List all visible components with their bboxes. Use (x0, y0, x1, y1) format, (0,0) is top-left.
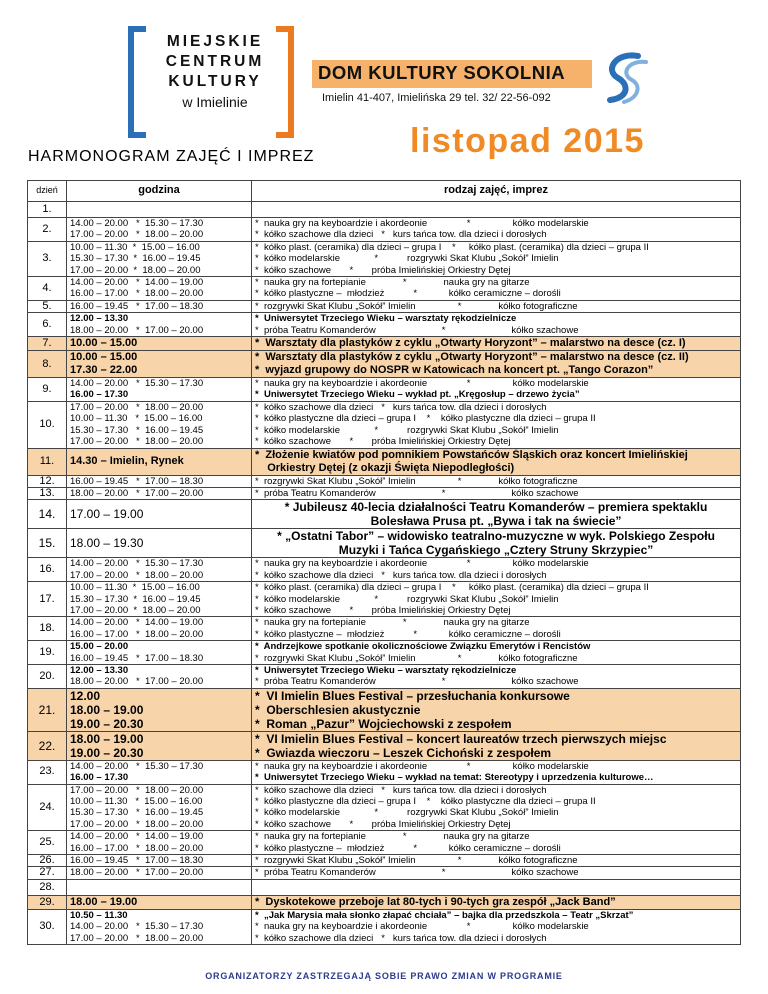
row-day: 22. (28, 731, 67, 760)
institution-name: DOM KULTURY SOKOLNIA (318, 62, 566, 83)
time-line: 14.00 – 20.00 * 15.30 – 17.30 (70, 921, 204, 933)
time-line: 17.00 – 19.00 (70, 507, 144, 522)
row-day: 25. (28, 831, 67, 855)
time-line: 17.30 – 22.00 (70, 364, 138, 377)
table-row (28, 300, 741, 312)
row-day: 23. (28, 760, 67, 784)
table-row (28, 867, 741, 879)
row-day: 17. (28, 582, 67, 617)
mck-logo (128, 26, 294, 126)
schedule-table (27, 180, 741, 945)
header-day: dzień (28, 181, 67, 202)
time-line: 19.00 – 20.30 (70, 716, 144, 731)
description-line: * Uniwersytet Trzeciego Wieku – warsztaty rękodzielnicze (255, 313, 517, 325)
row-time (67, 529, 252, 558)
row-description (252, 378, 741, 402)
row-description (252, 760, 741, 784)
description-line: * kółko modelarskie * rozgrywki Skat Klubu „Sokół” Imielin (255, 593, 559, 605)
description-line: * nauka gry na keyboardzie i akordeonie * kółko modelarskie (255, 760, 589, 772)
description-line: * nauka gry na keyboardzie i akordeonie * kółko modelarskie (255, 921, 589, 933)
time-line: 16.00 – 17.00 * 18.00 – 20.00 (70, 842, 204, 854)
table-row (28, 855, 741, 867)
table-row (28, 617, 741, 641)
description-line: Orkiestry Dętej (z okazji Święta Niepodległości) (255, 461, 515, 474)
table-row (28, 277, 741, 301)
row-day: 15. (28, 529, 67, 558)
time-line: 17.00 – 20.00 * 18.00 – 20.00 (70, 229, 204, 241)
time-line: 16.00 – 17.00 * 18.00 – 20.00 (70, 288, 204, 300)
row-description (252, 582, 741, 617)
time-line: 10.00 – 11.30 * 15.00 – 16.00 (70, 241, 200, 253)
time-line: 18.00 – 19.30 (70, 536, 144, 551)
table-row (28, 784, 741, 831)
time-line: 17.00 – 20.00 * 18.00 – 20.00 (70, 604, 201, 616)
table-row (28, 378, 741, 402)
row-description (252, 202, 741, 218)
description-line: * kółko szachowe dla dzieci * kurs tańca tow. dla dzieci i dorosłych (255, 229, 547, 241)
row-day: 9. (28, 378, 67, 402)
table-row (28, 760, 741, 784)
time-line: 16.00 – 19.45 * 17.00 – 18.30 (70, 652, 204, 664)
row-time (67, 300, 252, 312)
table-row (28, 448, 741, 475)
time-line: 17.00 – 20.00 * 18.00 – 20.00 (70, 818, 204, 830)
sokolnia-logo-icon (598, 48, 654, 106)
description-line: * rozgrywki Skat Klubu „Sokół” Imielin * kółko fotograficzne (255, 300, 578, 312)
header-desc: rodzaj zajęć, imprez (252, 181, 741, 202)
page-title: HARMONOGRAM ZAJĘĆ I IMPREZ (28, 148, 315, 165)
row-description (252, 277, 741, 301)
header-time: godzina (67, 181, 252, 202)
time-line: 17.00 – 20.00 * 18.00 – 20.00 (70, 436, 204, 448)
row-description (252, 500, 741, 529)
table-row (28, 558, 741, 582)
row-day: 29. (28, 895, 67, 909)
table-row (28, 337, 741, 351)
table-row (28, 664, 741, 688)
description-line: * „Ostatni Tabor” – widowisko teatralno-muzyczne w wyk. Polskiego Zespołu (277, 529, 715, 544)
description-line: * kółko plastyczne dla dzieci – grupa I * kółko plastyczne dla dzieci – grupa II (255, 413, 596, 425)
table-row (28, 218, 741, 242)
row-description (252, 879, 741, 895)
time-line: 10.00 – 11.30 * 15.00 – 16.00 (70, 413, 203, 425)
row-time (67, 617, 252, 641)
time-line: 18.00 – 20.00 * 17.00 – 20.00 (70, 867, 204, 879)
table-header-row (28, 181, 741, 202)
row-description (252, 867, 741, 879)
row-time (67, 688, 252, 731)
description-line: * kółko szachowe * próba Imielińskiej Orkiestry Dętej (255, 436, 511, 448)
table-row (28, 731, 741, 760)
time-line: 17.00 – 20.00 * 18.00 – 20.00 (70, 401, 204, 413)
row-time (67, 448, 252, 475)
time-line: 10.50 – 11.30 (70, 909, 128, 921)
time-line: 14.30 – Imielin, Rynek (70, 455, 184, 467)
row-day: 10. (28, 401, 67, 448)
description-line: * Złożenie kwiatów pod pomnikiem Powstańców Śląskich oraz koncert Imielińskiej (255, 448, 688, 461)
row-day: 13. (28, 487, 67, 499)
description-line: * Roman „Pazur” Wojciechowski z zespołem (255, 716, 512, 731)
row-day: 26. (28, 855, 67, 867)
time-line: 14.00 – 20.00 * 15.30 – 17.30 (70, 558, 204, 570)
time-line: 18.00 – 20.00 * 17.00 – 20.00 (70, 487, 204, 499)
time-line: 16.00 – 17.30 (70, 389, 129, 401)
description-line: * wyjazd grupowy do NOSPR w Katowicach na koncert pt. „Tango Corazon” (255, 364, 654, 377)
description-line: * nauka gry na fortepianie * nauka gry na gitarze (255, 617, 530, 629)
time-line: 12.00 – 13.30 (70, 664, 129, 676)
table-row (28, 241, 741, 276)
time-line: 10.00 – 11.30 * 15.00 – 16.00 (70, 582, 200, 594)
logo-line-4: w Imielinie (182, 94, 248, 110)
description-line: * kółko szachowe * próba Imielińskiej Orkiestry Dętej (255, 818, 511, 830)
description-line: * Jubileusz 40-lecia działalności Teatru Komanderów – premiera spektaklu (284, 500, 708, 515)
row-time (67, 202, 252, 218)
time-line: 16.00 – 17.30 (70, 772, 129, 784)
row-day: 24. (28, 784, 67, 831)
row-time (67, 879, 252, 895)
description-line: * VI Imielin Blues Festival – przesłuchania konkursowe (255, 688, 570, 703)
time-line: 17.00 – 20.00 * 18.00 – 20.00 (70, 264, 201, 276)
time-line: 16.00 – 17.00 * 18.00 – 20.00 (70, 628, 204, 640)
row-time (67, 241, 252, 276)
row-time (67, 831, 252, 855)
row-time (67, 641, 252, 665)
footer-note: ORGANIZATORZY ZASTRZEGAJĄ SOBIE PRAWO ZMIAN W PROGRAMIE (205, 971, 563, 981)
row-time (67, 351, 252, 378)
time-line: 16.00 – 19.45 * 17.00 – 18.30 (70, 300, 204, 312)
row-description (252, 895, 741, 909)
row-description (252, 731, 741, 760)
time-line: 17.00 – 20.00 * 18.00 – 20.00 (70, 569, 204, 581)
row-description (252, 617, 741, 641)
row-time (67, 500, 252, 529)
time-line: 19.00 – 20.30 (70, 745, 144, 760)
row-description (252, 401, 741, 448)
row-day: 18. (28, 617, 67, 641)
time-line: 10.00 – 15.00 (70, 337, 138, 350)
description-line: * Uniwersytet Trzeciego Wieku – wykład na temat: Stereotypy i uprzedzenia kulturowe… (255, 772, 654, 784)
row-day: 20. (28, 664, 67, 688)
row-description (252, 909, 741, 944)
row-description (252, 664, 741, 688)
description-line: * nauka gry na keyboardzie i akordeonie * kółko modelarskie (255, 558, 589, 570)
row-description (252, 688, 741, 731)
description-line: * Dyskotekowe przeboje lat 80-tych i 90-tych gra zespół „Jack Band” (255, 895, 616, 908)
row-day: 21. (28, 688, 67, 731)
time-line: 15.00 – 20.00 (70, 641, 129, 653)
row-description (252, 487, 741, 499)
row-description (252, 831, 741, 855)
row-time (67, 760, 252, 784)
description-line: * kółko szachowe dla dzieci * kurs tańca tow. dla dzieci i dorosłych (255, 401, 547, 413)
description-line: * nauka gry na keyboardzie i akordeonie * kółko modelarskie (255, 378, 589, 390)
row-description (252, 558, 741, 582)
time-line: 18.00 – 20.00 * 17.00 – 20.00 (70, 324, 204, 336)
row-day: 28. (28, 879, 67, 895)
row-time (67, 378, 252, 402)
description-line: * kółko plast. (ceramika) dla dzieci – grupa I * kółko plast. (ceramika) dla dzieci – grupa II (255, 582, 649, 594)
time-line: 15.30 – 17.30 * 16.00 – 19.45 (70, 593, 201, 605)
row-day: 14. (28, 500, 67, 529)
row-time (67, 867, 252, 879)
table-row (28, 475, 741, 487)
row-time (67, 909, 252, 944)
time-line: 10.00 – 11.30 * 15.00 – 16.00 (70, 796, 203, 807)
time-line: 18.00 – 19.00 (70, 702, 144, 717)
description-line: * kółko szachowe dla dzieci * kurs tańca tow. dla dzieci i dorosłych (255, 569, 547, 581)
row-day: 16. (28, 558, 67, 582)
time-line: 14.00 – 20.00 * 14.00 – 19.00 (70, 617, 204, 629)
time-line: 18.00 – 20.00 * 17.00 – 20.00 (70, 676, 204, 688)
row-day: 12. (28, 475, 67, 487)
row-day: 6. (28, 313, 67, 337)
row-day: 3. (28, 241, 67, 276)
row-day: 30. (28, 909, 67, 944)
logo-line-3: KULTURY (168, 73, 262, 90)
schedule-body (28, 202, 741, 945)
description-line: * kółko plastyczne dla dzieci – grupa I * kółko plastyczne dla dzieci – grupa II (255, 796, 596, 807)
row-time (67, 218, 252, 242)
row-time (67, 558, 252, 582)
description-line: * rozgrywki Skat Klubu „Sokół” Imielin * kółko fotograficzne (255, 652, 578, 664)
table-row (28, 529, 741, 558)
description-line: * kółko szachowe dla dzieci * kurs tańca tow. dla dzieci i dorosłych (255, 784, 547, 796)
description-line: * Uniwersytet Trzeciego Wieku – warsztaty rękodzielnicze (255, 664, 517, 676)
description-line: Muzyki i Tańca Cygańskiego „Cztery Struny Skrzypiec” (338, 543, 654, 558)
description-line: * kółko szachowe * próba Imielińskiej Orkiestry Dętej (255, 264, 511, 276)
time-line: 16.00 – 19.45 * 17.00 – 18.30 (70, 855, 204, 867)
time-line: 14.00 – 20.00 * 15.30 – 17.30 (70, 378, 204, 390)
description-line: * kółko plastyczne – młodzież * kółko ceramiczne – dorośli (255, 842, 561, 854)
logo-bracket-left (128, 26, 146, 138)
description-line: Bolesława Prusa pt. „Bywa i tak na świecie” (370, 514, 622, 529)
row-day: 1. (28, 202, 67, 218)
row-time (67, 401, 252, 448)
description-line: * kółko plastyczne – młodzież * kółko ceramiczne – dorośli (255, 288, 561, 300)
time-line: 16.00 – 19.45 * 17.00 – 18.30 (70, 475, 204, 487)
row-description (252, 300, 741, 312)
row-time (67, 855, 252, 867)
time-line: 15.30 – 17.30 * 16.00 – 19.45 (70, 253, 201, 265)
time-line: 17.00 – 20.00 * 18.00 – 20.00 (70, 784, 204, 796)
row-description (252, 448, 741, 475)
month-title: listopad 2015 (410, 122, 645, 160)
time-line: 14.00 – 20.00 * 15.30 – 17.30 (70, 760, 204, 772)
table-row (28, 688, 741, 731)
time-line: 15.30 – 17.30 * 16.00 – 19.45 (70, 807, 204, 819)
row-time (67, 731, 252, 760)
description-line: * kółko modelarskie * rozgrywki Skat Klubu „Sokół” Imielin (255, 424, 559, 436)
row-description (252, 218, 741, 242)
description-line: * Warsztaty dla plastyków z cyklu „Otwarty Horyzont” – malarstwo na desce (cz. I) (255, 337, 686, 350)
row-time (67, 895, 252, 909)
row-day: 2. (28, 218, 67, 242)
row-description (252, 313, 741, 337)
description-line: * próba Teatru Komanderów * kółko szachowe (255, 487, 579, 499)
description-line: * próba Teatru Komanderów * kółko szachowe (255, 324, 579, 336)
row-day: 27. (28, 867, 67, 879)
row-description (252, 784, 741, 831)
row-description (252, 855, 741, 867)
description-line: * Oberschlesien akustycznie (255, 702, 421, 717)
description-line: * nauka gry na fortepianie * nauka gry na gitarze (255, 831, 530, 843)
time-line: 14.00 – 20.00 * 14.00 – 19.00 (70, 277, 204, 289)
table-row (28, 313, 741, 337)
table-row (28, 582, 741, 617)
description-line: * rozgrywki Skat Klubu „Sokół” Imielin * kółko fotograficzne (255, 855, 578, 867)
row-description (252, 351, 741, 378)
row-day: 4. (28, 277, 67, 301)
description-line: * kółko szachowe * próba Imielińskiej Orkiestry Dętej (255, 604, 511, 616)
table-row (28, 641, 741, 665)
table-row (28, 351, 741, 378)
description-line: * Warsztaty dla plastyków z cyklu „Otwarty Horyzont” – malarstwo na desce (cz. II) (255, 351, 689, 364)
description-line: * rozgrywki Skat Klubu „Sokół” Imielin * kółko fotograficzne (255, 475, 578, 487)
time-line: 10.00 – 15.00 (70, 351, 138, 364)
description-line: * próba Teatru Komanderów * kółko szachowe (255, 867, 579, 879)
description-line: * kółko modelarskie * rozgrywki Skat Klubu „Sokół” Imielin (255, 807, 559, 819)
description-line: * Gwiazda wieczoru – Leszek Cichoński z zespołem (255, 745, 552, 760)
row-day: 19. (28, 641, 67, 665)
time-line: 15.30 – 17.30 * 16.00 – 19.45 (70, 424, 204, 436)
row-time (67, 277, 252, 301)
row-day: 11. (28, 448, 67, 475)
row-description (252, 641, 741, 665)
row-description (252, 529, 741, 558)
institution-address: Imielin 41-407, Imielińska 29 tel. 32/ 22-56-092 (322, 92, 551, 104)
table-row (28, 895, 741, 909)
row-time (67, 487, 252, 499)
row-time (67, 337, 252, 351)
description-line: * kółko szachowe dla dzieci * kurs tańca tow. dla dzieci i dorosłych (255, 932, 547, 944)
row-day: 8. (28, 351, 67, 378)
table-row (28, 401, 741, 448)
table-row (28, 487, 741, 499)
time-line: 17.00 – 20.00 * 18.00 – 20.00 (70, 932, 204, 944)
table-row (28, 500, 741, 529)
description-line: * „Jak Marysia mała słonko złapać chciała” – bajka dla przedszkola – Teatr „Skrzat” (255, 909, 634, 921)
description-line: * kółko plastyczne – młodzież * kółko ceramiczne – dorośli (255, 628, 561, 640)
description-line: * kółko plast. (ceramika) dla dzieci – grupa I * kółko plast. (ceramika) dla dzieci – grupa II (255, 241, 649, 253)
description-line: * Andrzejkowe spotkanie okolicznościowe Związku Emerytów i Rencistów (255, 641, 591, 653)
logo-line-1: MIEJSKIE (166, 33, 264, 50)
row-description (252, 337, 741, 351)
description-line: * VI Imielin Blues Festival – koncert laureatów trzech pierwszych miejsc (255, 731, 667, 746)
table-row (28, 202, 741, 218)
time-line: 18.00 – 19.00 (70, 895, 138, 908)
row-day: 7. (28, 337, 67, 351)
logo-text (150, 32, 280, 112)
table-row (28, 879, 741, 895)
description-line: * próba Teatru Komanderów * kółko szachowe (255, 676, 579, 688)
time-line: 14.00 – 20.00 * 14.00 – 19.00 (70, 831, 204, 843)
description-line: * nauka gry na fortepianie * nauka gry na gitarze (255, 277, 530, 289)
row-time (67, 582, 252, 617)
row-description (252, 475, 741, 487)
table-row (28, 831, 741, 855)
logo-line-2: CENTRUM (165, 53, 265, 70)
time-line: 18.00 – 19.00 (70, 731, 144, 746)
time-line: 12.00 (70, 688, 101, 703)
row-time (67, 475, 252, 487)
row-time (67, 313, 252, 337)
time-line: 14.00 – 20.00 * 15.30 – 17.30 (70, 218, 204, 229)
row-day: 5. (28, 300, 67, 312)
time-line: 12.00 – 13.30 (70, 313, 129, 325)
description-line: * kółko modelarskie * rozgrywki Skat Klubu „Sokół” Imielin (255, 253, 559, 265)
row-description (252, 241, 741, 276)
description-line: * nauka gry na keyboardzie i akordeonie * kółko modelarskie (255, 218, 589, 229)
table-row (28, 909, 741, 944)
row-time (67, 784, 252, 831)
row-time (67, 664, 252, 688)
description-line: * Uniwersytet Trzeciego Wieku – wykład pt. „Kręgosłup – drzewo życia” (255, 389, 580, 401)
